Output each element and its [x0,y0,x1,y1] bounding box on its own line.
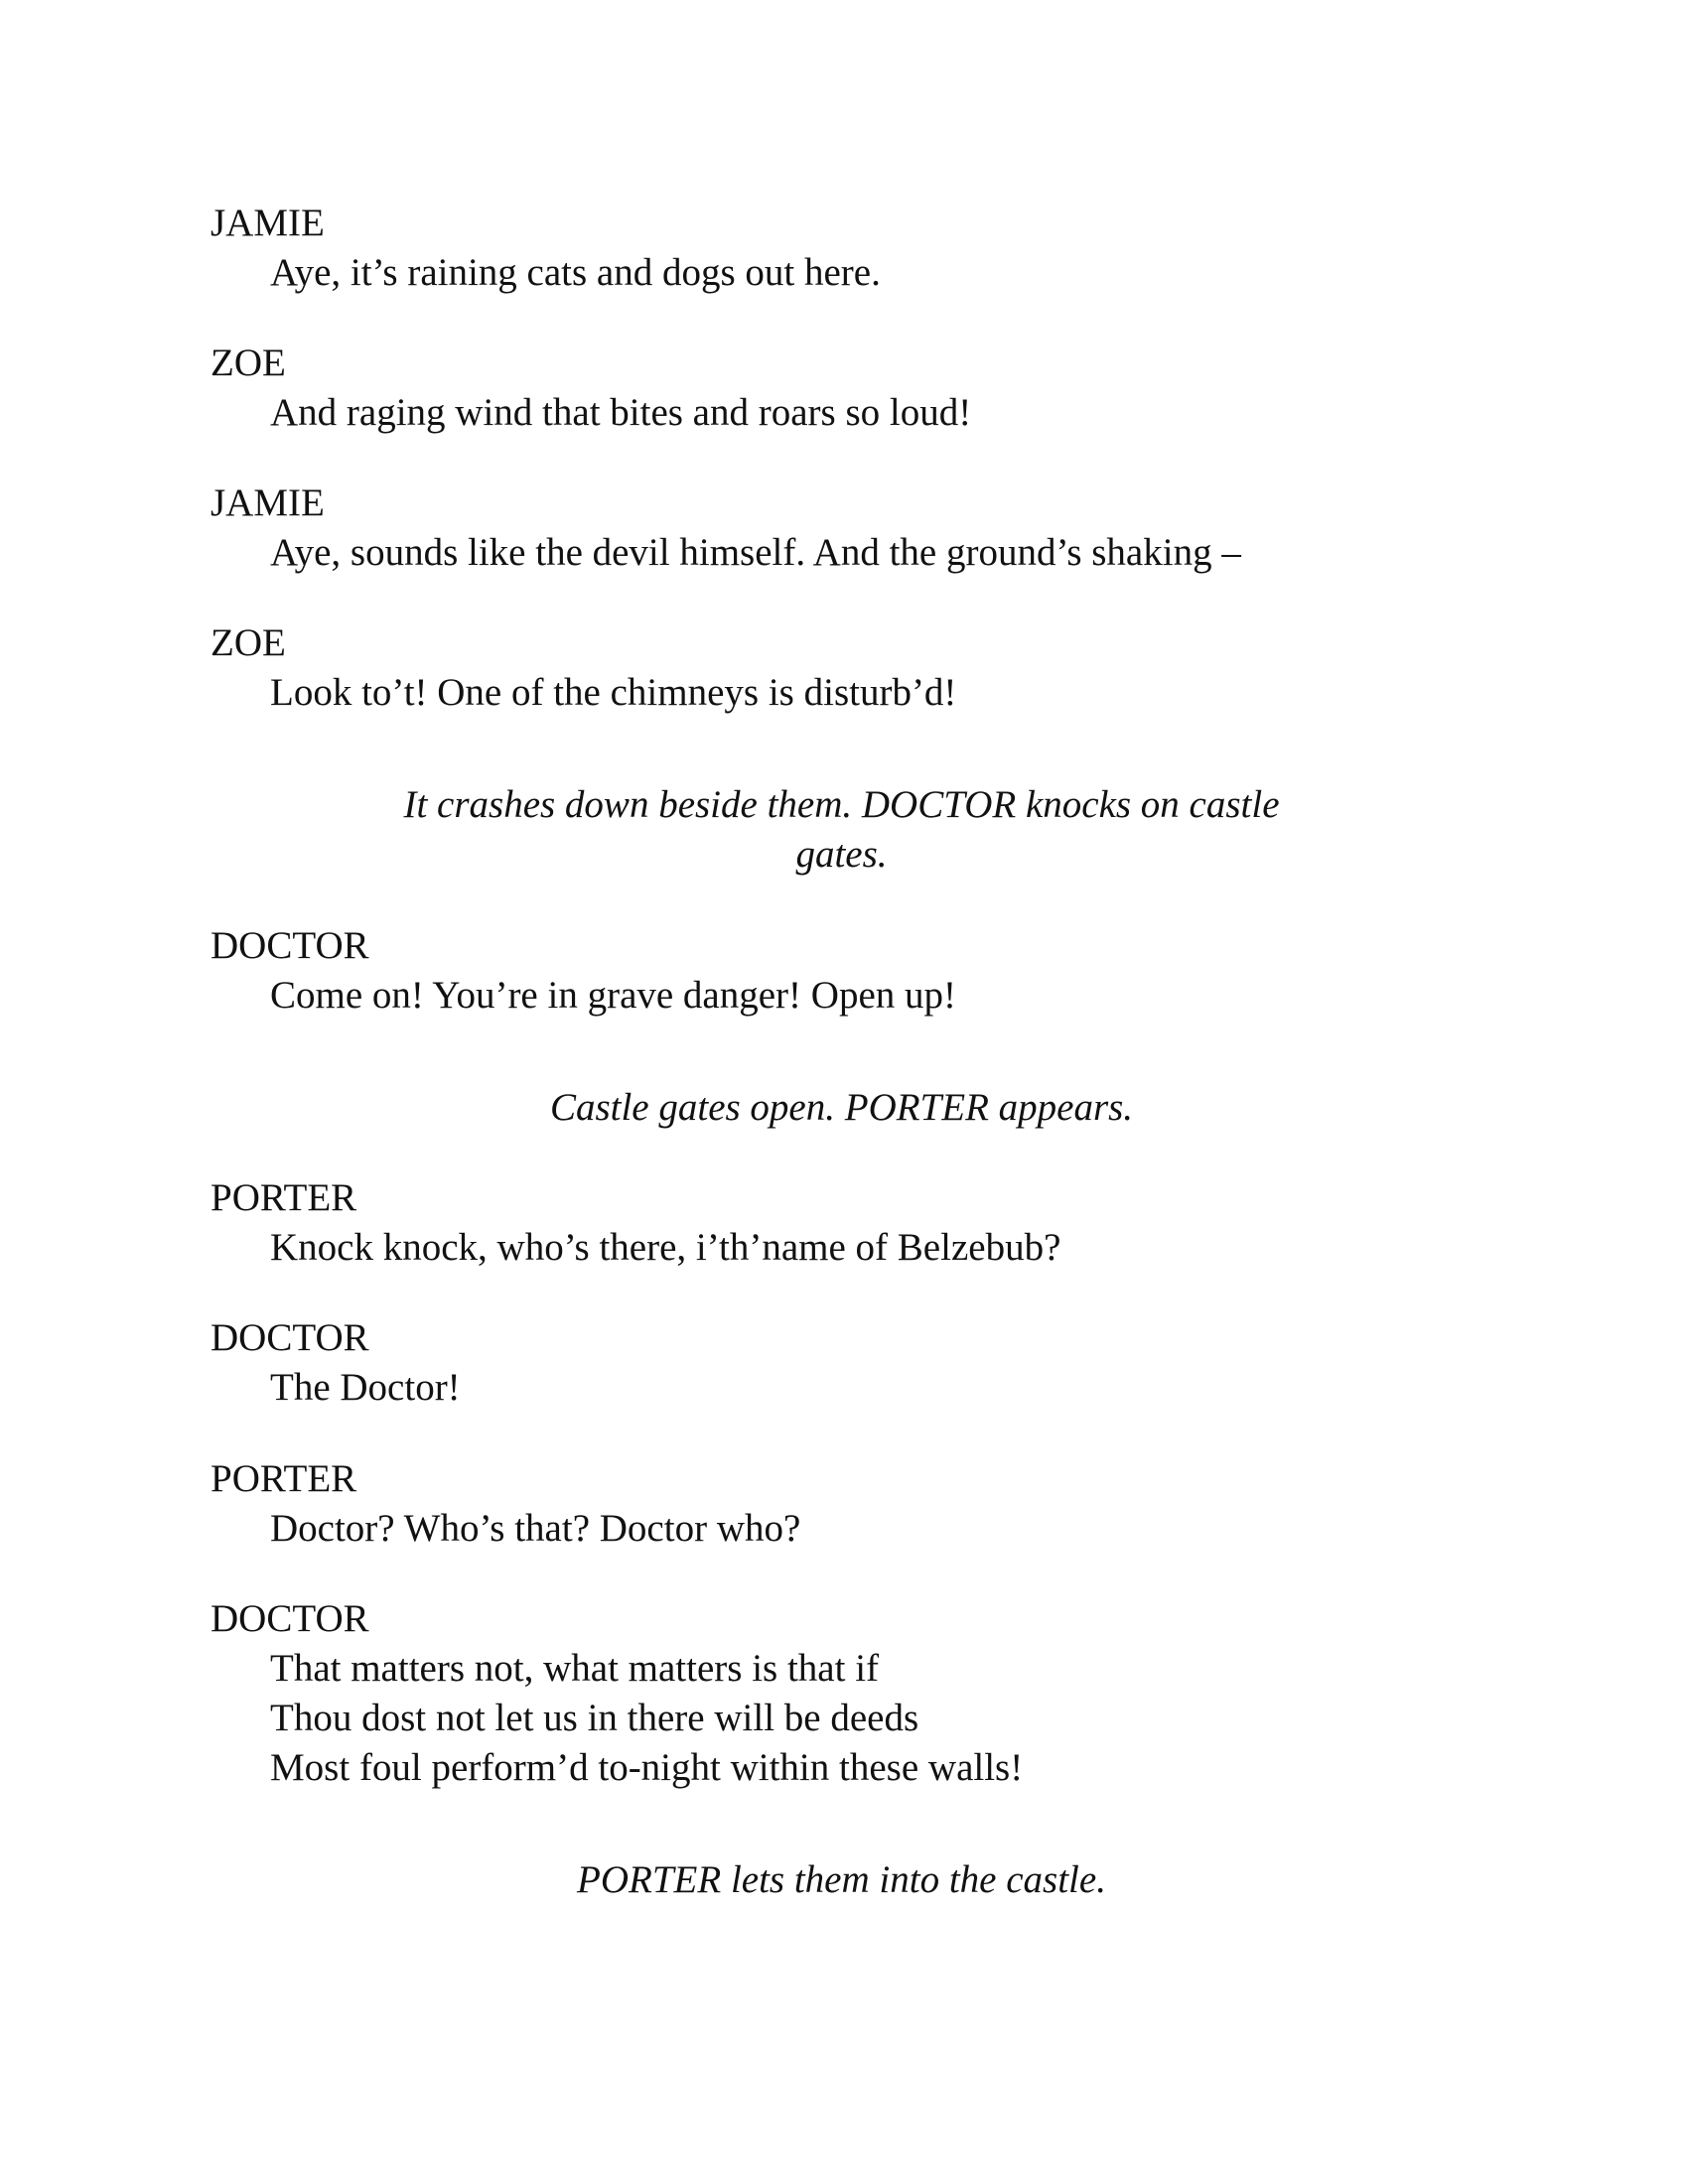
speaker-name: PORTER [211,1176,357,1219]
dialogue-line: Knock knock, who’s there, i’th’name of Belzebub? [270,1226,1061,1269]
speaker-name: JAMIE [211,481,325,524]
dialogue-line: The Doctor! [270,1366,461,1409]
dialogue-line: And raging wind that bites and roars so loud! [270,391,972,434]
dialogue-line: Aye, it’s raining cats and dogs out here. [270,251,881,294]
stage-direction: It crashes down beside them. DOCTOR knocks on castle gates. [403,783,1280,876]
verse-line: Thou dost not let us in there will be deeds [270,1697,919,1739]
speaker-name: JAMIE [211,202,325,244]
speaker-name: DOCTOR [211,1597,369,1640]
speaker-name: ZOE [211,341,286,384]
dialogue-line: Look to’t! One of the chimneys is disturb’d! [270,671,957,714]
speaker-name: PORTER [211,1457,357,1500]
dialogue-line: Aye, sounds like the devil himself. And the ground’s shaking – [270,531,1241,574]
speaker-name: DOCTOR [211,924,369,967]
stage-direction: Castle gates open. PORTER appears. [549,1086,1134,1129]
verse-line: Most foul perform’d to-night within these walls! [270,1746,1024,1789]
speaker-name: ZOE [211,621,286,664]
dialogue-line: Doctor? Who’s that? Doctor who? [270,1507,801,1550]
verse-line: That matters not, what matters is that if [270,1647,880,1690]
dialogue-line: Come on! You’re in grave danger! Open up! [270,974,956,1017]
stage-direction: PORTER lets them into the castle. [577,1858,1106,1901]
speaker-name: DOCTOR [211,1316,369,1359]
